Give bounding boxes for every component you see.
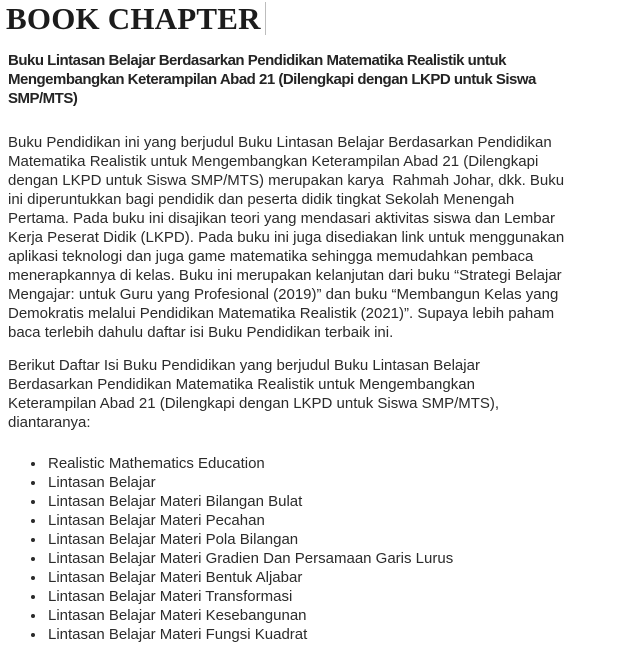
- description-line: aplikasi teknologi dan juga game matematika sehingga memudahkan pembaca: [8, 248, 534, 265]
- description-line: menerapkannya di kelas. Buku ini merupakan kelanjutan dari buku “Strategi Belajar: [8, 267, 562, 284]
- description-line: dengan LKPD untuk Siswa SMP/MTS) merupakan karya Rahmah Johar, dkk. Buku: [8, 172, 565, 189]
- toc-list: [8, 454, 613, 644]
- toc-item: • Lintasan Belajar Materi Bilangan Bulat: [46, 492, 613, 511]
- toc-item: • Lintasan Belajar Materi Pola Bilangan: [46, 530, 613, 549]
- toc-item: • Lintasan Belajar Materi Transformasi: [46, 587, 613, 606]
- description-line: ini diperuntukkan bagi pendidik dan peserta didik tingkat Sekolah Menengah: [8, 191, 515, 208]
- description-line: Demokratis melalui Pendidikan Matematika Realistik (2021)”. Supaya lebih paham: [8, 305, 555, 322]
- description-line: Pertama. Pada buku ini disajikan teori yang mendasari aktivitas siswa dan Lembar: [8, 210, 555, 227]
- book-description-paragraph: [8, 133, 613, 342]
- description-line: Kerja Peserat Didik (LKPD). Pada buku ini juga disediakan link untuk menggunakan: [8, 229, 565, 246]
- description-line: baca terlebih dahulu daftar isi Buku Pendidikan terbaik ini.: [8, 324, 394, 341]
- toc-intro-line: Berikut Daftar Isi Buku Pendidikan yang berjudul Buku Lintasan Belajar: [8, 357, 480, 374]
- toc-intro-paragraph: [8, 356, 613, 432]
- book-subtitle: [8, 51, 613, 108]
- description-line: Matematika Realistik untuk Mengembangkan Keterampilan Abad 21 (Dilengkapi: [8, 153, 539, 170]
- text-cursor: [265, 2, 266, 35]
- page-title-text: BOOK CHAPTER: [6, 1, 261, 36]
- toc-item: • Lintasan Belajar Materi Bentuk Aljabar: [46, 568, 613, 587]
- toc-item: • Realistic Mathematics Education: [46, 454, 613, 473]
- toc-item: • Lintasan Belajar: [46, 473, 613, 492]
- toc-item: • Lintasan Belajar Materi Fungsi Kuadrat: [46, 625, 613, 644]
- description-line: Mengajar: untuk Guru yang Profesional (2019)” dan buku “Membangun Kelas yang: [8, 286, 559, 303]
- subtitle-line: SMP/MTS): [8, 90, 78, 107]
- description-line: Buku Pendidikan ini yang berjudul Buku Lintasan Belajar Berdasarkan Pendidikan: [8, 134, 552, 151]
- toc-item: • Lintasan Belajar Materi Pecahan: [46, 511, 613, 530]
- subtitle-line: Mengembangkan Keterampilan Abad 21 (Dilengkapi dengan LKPD untuk Siswa: [8, 71, 536, 88]
- toc-intro-line: diantaranya:: [8, 414, 91, 431]
- subtitle-line: Buku Lintasan Belajar Berdasarkan Pendidikan Matematika Realistik untuk: [8, 52, 507, 69]
- toc-item: • Lintasan Belajar Materi Gradien Dan Persamaan Garis Lurus: [46, 549, 613, 568]
- toc-item: • Lintasan Belajar Materi Kesebangunan: [46, 606, 613, 625]
- toc-intro-line: Berdasarkan Pendidikan Matematika Realistik untuk Mengembangkan: [8, 376, 475, 393]
- page-title[interactable]: [6, 2, 613, 35]
- toc-intro-line: Keterampilan Abad 21 (Dilengkapi dengan LKPD untuk Siswa SMP/MTS),: [8, 395, 500, 412]
